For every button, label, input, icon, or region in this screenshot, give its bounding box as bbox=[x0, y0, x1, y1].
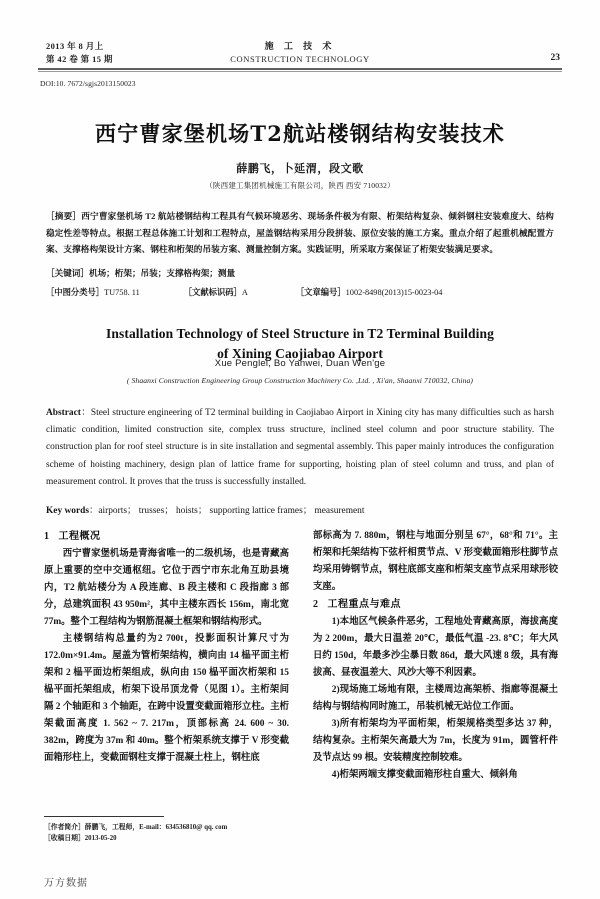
affiliation-cn: （陕西建工集团机械施工有限公司，陕西 西安 710032） bbox=[205, 181, 395, 190]
section-heading bbox=[313, 596, 558, 613]
keywords-cn bbox=[46, 266, 554, 281]
keywords-cn-label: ［关键词］ bbox=[46, 268, 89, 278]
authors-cn: 薛鹏飞，卜延渭，段文歌 bbox=[236, 163, 364, 175]
abstract-cn-label: ［摘要］ bbox=[46, 211, 82, 221]
abstract-en bbox=[46, 405, 554, 491]
footnote-rule bbox=[44, 816, 164, 817]
journal-name bbox=[40, 40, 560, 65]
clc-segment bbox=[46, 285, 140, 300]
body-paragraph: 2)现场施工场地有限，主楼周边高架桥、指廊等混凝土结构与钢结构同时施工，吊装机械无站位工作面。 bbox=[313, 685, 558, 712]
received-date-line bbox=[44, 833, 296, 844]
watermark-wanfang: 万方数据 bbox=[44, 878, 88, 889]
received-date-label: ［收稿日期］ bbox=[44, 835, 85, 842]
body-paragraph: 1)本地区气候条件恶劣，工程地处青藏高原，海拔高度为 2 200m，最大日温差 20℃，最低气温 -23. 8℃；年大风日约 150d，年最多沙尘暴日数 86d，最大风速 8 级，具有海拔高、昼夜温差大、风沙大等不利因素。 bbox=[313, 617, 558, 678]
section-number: 2 bbox=[313, 599, 319, 610]
keywords-en-text: ：airports； trusses； hoists； supporting lattice frames； measurement bbox=[88, 506, 365, 516]
abstract-en-text: ：Steel structure engineering of T2 terminal building in Caojiabao Airport in Xining city has many difficulties such as harsh climatic condition, limited construction site, complex truss structure, inclined steel column and poor structure stability. The construction plan for roof steel structure is in site installation and segmental assembly. This paper mainly introduces the configuration scheme of hoisting machinery, design plan of lattice frame for supporting, hoisting plan of steel column and truss, and plan of measurement control. It proves that the truss is successfully installed. bbox=[46, 408, 554, 487]
running-head bbox=[40, 40, 560, 70]
section-heading bbox=[44, 528, 289, 545]
section-title: 工程重点与难点 bbox=[327, 599, 401, 610]
journal-name-en: CONSTRUCTION TECHNOLOGY bbox=[230, 54, 370, 64]
body-paragraph: 西宁曹家堡机场是青海省唯一的二级机场，也是青藏高原上重要的空中交通枢纽。它位于西宁市东北角互助县境内，T2 航站楼分为 A 段连廊、B 段主楼和 C 段指廊 3 部分，总建筑面积 43 950m²，其中主楼东西长 156m，南北宽 77m。整个工程结构为钢筋混凝土框架和钢结构形式。 bbox=[44, 549, 289, 627]
issue-date: 2013 年 8 月上 bbox=[46, 41, 104, 51]
body-column-left bbox=[44, 528, 289, 767]
body-column-right bbox=[313, 528, 558, 784]
clc-label: ［中图分类号］ bbox=[46, 288, 105, 297]
header-rule-thin bbox=[38, 71, 562, 72]
received-date-text: 2013-05-20 bbox=[84, 835, 117, 842]
footnote-block bbox=[44, 822, 296, 844]
page-title-en-line2: of Xining Caojiabao Airport bbox=[217, 346, 383, 362]
author-bio-line bbox=[44, 822, 296, 833]
author-bio-label: ［作者简介］ bbox=[44, 824, 85, 831]
author-bio-text: 薛鹏飞，工程师，E-mail：634536810@ qq. com bbox=[84, 824, 228, 831]
body-paragraph: 4)桁架两端支撑变截面箱形柱自重大、倾斜角 bbox=[331, 770, 518, 780]
journal-name-cn: 施 工 技 术 bbox=[264, 41, 336, 51]
keywords-en bbox=[46, 503, 554, 519]
affiliation-en: ( Shaanxi Construction Engineering Group Construction Machinery Co. ,Ltd. , Xi'an, Shaanxi 710032, China) bbox=[126, 376, 474, 385]
page-number: 23 bbox=[550, 53, 560, 63]
section-number: 1 bbox=[44, 531, 50, 542]
abstract-en-label: Abstract bbox=[46, 408, 81, 418]
doi-line: DOI:10. 7672/sgjs2013150023 bbox=[40, 79, 136, 88]
keywords-cn-text: 机场；桁架；吊装；支撑格构架；测量 bbox=[88, 268, 236, 278]
article-id-label: ［文章编号］ bbox=[295, 288, 346, 297]
abstract-cn-text: 西宁曹家堡机场 T2 航站楼钢结构工程具有气候环境恶劣、现场条件极为有限、桁架结构复杂、倾斜钢柱安装难度大、结构稳定性差等特点。根据工程总体施工计划和工程特点，屋盖钢结构采用分段拼装、原位安装的施工方案。重点介绍了起重机械配置方案、支撑格构架设计方案、钢柱和桁架的吊装方案、测量控制方案。实践证明，所采取方案保证了桁架安装满足要求。 bbox=[46, 211, 554, 254]
page-title-cn: 西宁曹家堡机场T2航站楼钢结构安装技术 bbox=[94, 121, 506, 147]
clc-value: TU758. 11 bbox=[104, 288, 140, 297]
header-rule-thick bbox=[38, 68, 562, 70]
doc-code-segment bbox=[184, 285, 248, 300]
body-paragraph: 部标高为 7. 880m，钢柱与地面分别呈 67°，68°和 71°。主桁架和托架结构下弦杆相贯节点、V 形变截面箱形柱脚节点均采用铸钢节点，钢柱底部支座和桁架支座节点采用球形铰支座。 bbox=[313, 531, 558, 592]
article-id-value: 1002-8498(2013)15-0023-04 bbox=[345, 288, 443, 297]
abstract-cn bbox=[46, 208, 554, 258]
page-title-en-line1: Installation Technology of Steel Structure in T2 Terminal Building bbox=[106, 326, 494, 342]
classification-line bbox=[46, 285, 554, 300]
body-paragraph: 3)所有桁架均为平面桁架，桁架规格类型多达 37 种，结构复杂。主桁架矢高最大为 7m，长度为 91m，圆管杆件及节点达 99 根。安装精度控制较难。 bbox=[313, 719, 558, 763]
doc-code-value: A bbox=[241, 288, 248, 297]
issue-volume: 第 42 卷 第 15 期 bbox=[46, 54, 113, 64]
authors-en: Xue Penglei, Bo Yanwei, Duan Wen'ge bbox=[214, 358, 386, 369]
body-paragraph: 主楼钢结构总量约为2 700t，投影面积计算尺寸为 172.0m×91.4m。屋盖为管桁架结构，横向由 14 榀平面主桁架和 2 榀平面边桁架组成，纵向由 150 榀平面次桁架和 15 榀平面托架组成，桁架下设吊顶龙骨（见图 1）。主桁架间隔 2 个轴距和 3 个轴距，在跨中设置变截面箱形立柱。主桁架截面高度 1. 562 ~ 7. 217m，顶部标高 24. 600 ~ 30. 382m，跨度为 37m 和 40m。整个桁架系统支撑于 V 形变截面箱形柱上，变截面钢柱支撑于混凝土柱上，钢柱底 bbox=[44, 634, 289, 763]
keywords-en-label: Key words bbox=[46, 506, 89, 516]
section-title: 工程概况 bbox=[58, 531, 101, 542]
article-id-segment bbox=[296, 285, 443, 300]
doc-code-label: ［文献标识码］ bbox=[183, 288, 242, 297]
